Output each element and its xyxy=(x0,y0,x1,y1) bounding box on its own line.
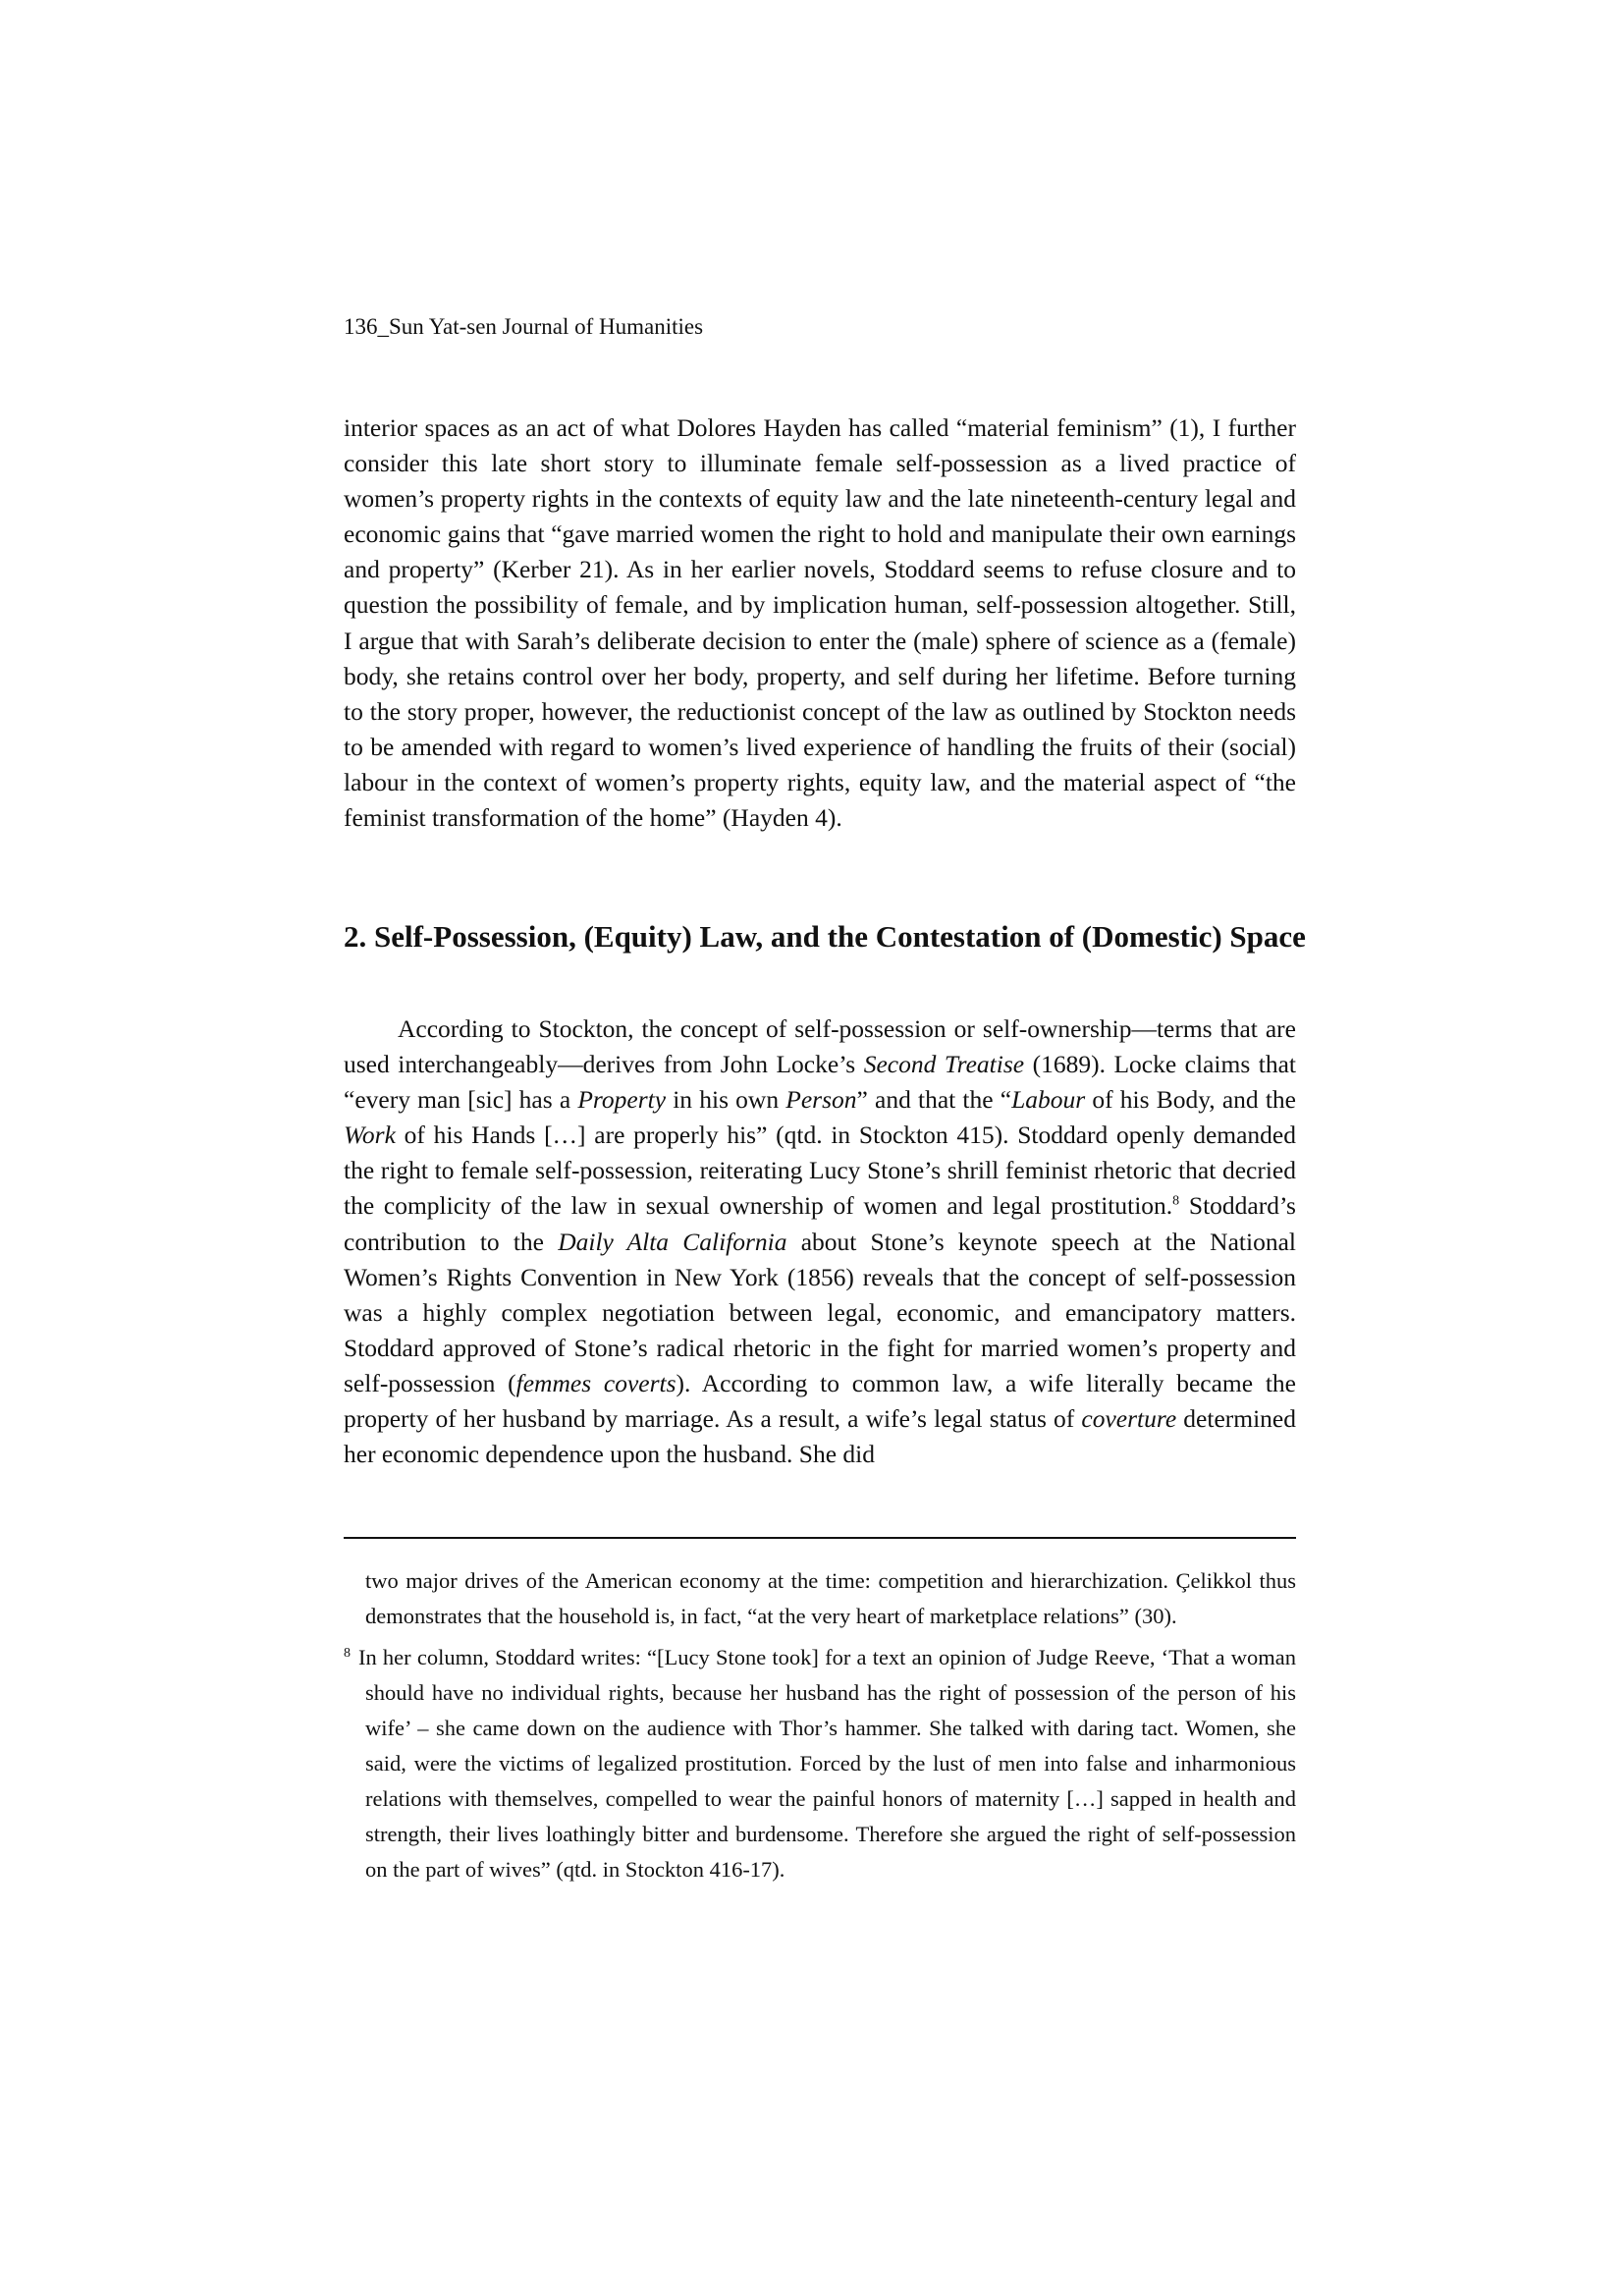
body-section-2 xyxy=(344,1011,1296,1472)
footnote-continued: two major drives of the American economy at the time: competition and hierarchization. Çelikkol thus demonstrates that the household is, in fact, “at the very heart of marketplace relations” (30). xyxy=(365,1568,1296,1628)
paragraph-1: interior spaces as an act of what Dolores Hayden has called “material feminism” (1), I further consider this late short story to illuminate female self-possession as a lived practice of women’s property rights in the contexts of equity law and the late nineteenth-century legal and economic gains that “gave married women the right to hold and manipulate their own earnings and property” (Kerber 21). As in her earlier novels, Stoddard seems to refuse closure and to question the possibility of female, and by implication human, self-possession altogether. Still, I argue that with Sarah’s deliberate decision to enter the (male) sphere of science as a (female) body, she retains control over her body, property, and self during her lifetime. Before turning to the story proper, however, the reductionist concept of the law as outlined by Stockton needs to be amended with regard to women’s lived experience of handling the fruits of their (social) labour in the context of women’s property rights, equity law, and the material aspect of “the feminist transformation of the home” (Hayden 4). xyxy=(344,413,1296,833)
paragraph-2-text: According to Stockton, the concept of self-possession or self-ownership—terms that are used interchangeably—derives from John Locke’s xyxy=(344,1014,1296,1079)
italic-person: Person xyxy=(785,1085,857,1115)
running-header: 136_Sun Yat-sen Journal of Humanities xyxy=(344,314,704,339)
footnotes xyxy=(344,1563,1296,1887)
body-section-1 xyxy=(344,410,1296,836)
section-heading: 2. Self-Possession, (Equity) Law, and the Contestation of (Domestic) Space xyxy=(344,919,1306,954)
paragraph-2-text: (1689). Locke claims that “every man [sic] has a xyxy=(344,1050,1296,1115)
footnote-8-number: 8 xyxy=(344,1645,351,1661)
footnote-separator xyxy=(344,1537,1296,1539)
italic-property: Property xyxy=(577,1085,667,1115)
italic-labour: Labour xyxy=(1011,1085,1086,1115)
paragraph-2-text: ” and that the “ xyxy=(856,1085,1012,1115)
paragraph-2-text: ). According to common law, a wife literally became the property of her husband by marriage. As a result, a wife’s legal status of xyxy=(344,1368,1296,1434)
italic-coverture: coverture xyxy=(1081,1404,1177,1434)
title-second-treatise: Second Treatise xyxy=(863,1050,1025,1079)
paragraph-2-text: in his own xyxy=(666,1085,786,1115)
paragraph-2-text: about Stone’s keynote speech at the National Women’s Rights Convention in New York (1856) reveals that the concept of self-possession was a highly complex negotiation between legal, economic, and emancipatory matters. Stoddard approved of Stone’s radical rhetoric in the fight for married women’s property and self-possession ( xyxy=(344,1227,1296,1397)
footnote-ref-8[interactable]: 8 xyxy=(1172,1193,1180,1209)
italic-work: Work xyxy=(344,1121,396,1150)
paragraph-2-text: of his Body, and the xyxy=(1085,1085,1296,1115)
paragraph-2-text: Stoddard’s contribution to the xyxy=(344,1191,1296,1256)
paragraph-2 xyxy=(344,1011,1296,1472)
italic-femmes-coverts: femmes coverts xyxy=(515,1368,676,1397)
paragraph-2-text: determined her economic dependence upon the husband. She did xyxy=(344,1404,1296,1469)
footnote-8 xyxy=(344,1640,1296,1887)
title-daily-alta-california: Daily Alta California xyxy=(558,1227,787,1256)
paragraph-2-text: of his Hands […] are properly his” (qtd. in Stockton 415). Stoddard openly demanded the right to female self-possession, reiterating Lucy Stone’s shrill feminist rhetoric that decried the complicity of the law in sexual ownership of women and legal prostitution. xyxy=(344,1121,1296,1221)
footnote-8-text: In her column, Stoddard writes: “[Lucy Stone took] for a text an opinion of Judge Reeve, ‘That a woman should have no individual rights, because her husband has the right of possession of the person of his wife’ – she came down on the audience with Thor’s hammer. She talked with daring tact. Women, she said, were the victims of legalized prostitution. Forced by the lust of men into false and inharmonious relations with themselves, compelled to wear the painful honors of maternity […] sapped in health and strength, their lives loathingly bitter and burdensome. Therefore she argued the right of self-possession on the part of wives” (qtd. in Stockton 416-17). xyxy=(358,1645,1296,1882)
